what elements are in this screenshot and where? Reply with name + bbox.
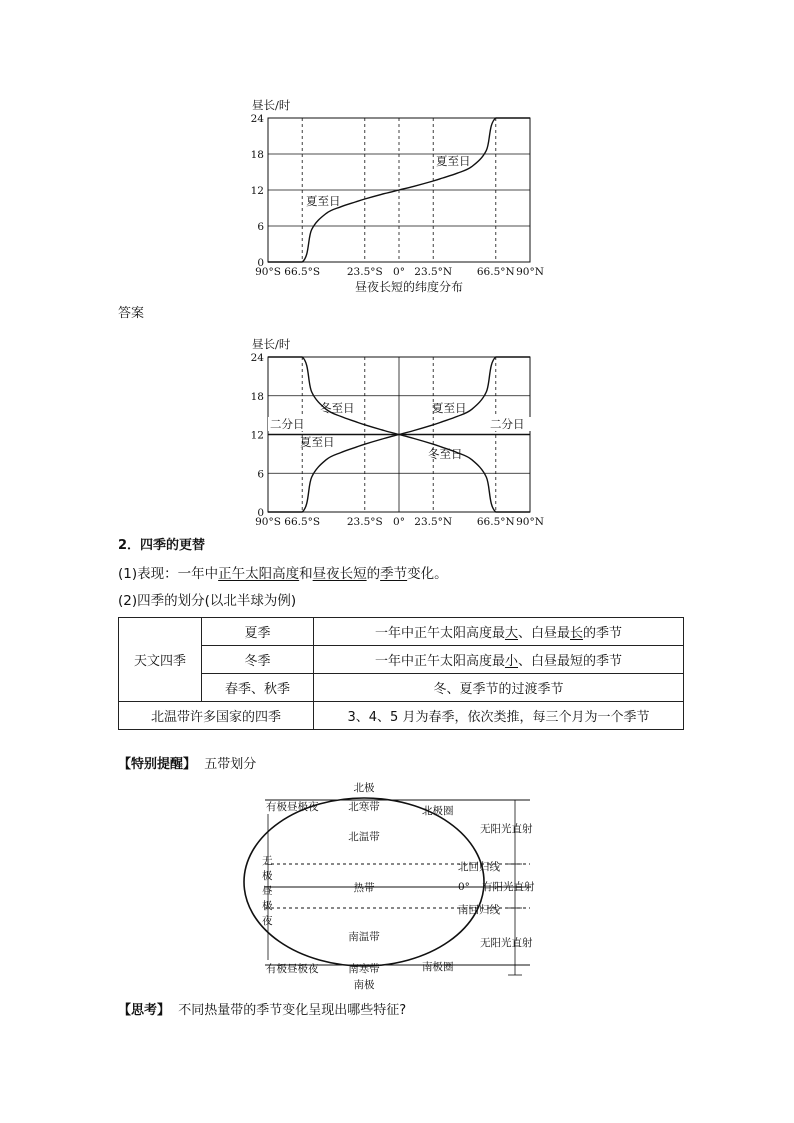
season-cell: 夏季 (202, 618, 314, 646)
desc-cell (314, 646, 684, 674)
y-tick-label: 12 (250, 429, 264, 442)
answer-label: 答案 (118, 306, 145, 321)
y-axis-label: 昼长/时 (252, 98, 291, 112)
desc-underlined: 长 (570, 626, 584, 641)
table-row (119, 702, 684, 730)
curve-label: 二分日 (490, 417, 525, 431)
seasons-table (118, 617, 684, 730)
desc-underlined: 小 (504, 654, 518, 669)
season-cell: 春季、秋季 (202, 674, 314, 702)
think-question: 不同热量带的季节变化呈现出哪些特征? (178, 1003, 407, 1018)
direct-sun-label: 有阳光直射 (482, 881, 535, 893)
expression-day-length: 昼夜长短 (312, 566, 367, 582)
x-tick-label: 66.5°N (476, 516, 515, 528)
tropical-zone-label: 热带 (353, 882, 375, 894)
desc-cell: 冬、夏季节的过渡季节 (314, 674, 684, 702)
no-polar-day-night-char: 夜 (262, 915, 273, 927)
y-tick-label: 6 (257, 468, 264, 481)
section-title: 2．四季的更替 (118, 538, 206, 553)
five-zones-diagram (240, 780, 560, 990)
chart-caption: 昼夜长短的纬度分布 (354, 280, 464, 294)
desc-text: 、白昼最短 (518, 654, 584, 669)
no-direct-sun-bottom-label: 无阳光直射 (480, 937, 533, 949)
polar-day-night-bottom-label: 有极昼极夜 (266, 963, 319, 975)
daylength-chart-2 (240, 330, 560, 530)
y-tick-label: 12 (250, 185, 264, 197)
equator-label: 0° (458, 881, 470, 893)
south-cold-zone-label: 南寒带 (348, 963, 380, 975)
seasons-expression (118, 566, 448, 582)
curve-label: 冬至日 (428, 447, 463, 461)
x-tick-label: 66.5°N (476, 266, 515, 278)
antarctic-circle-label: 南极圈 (422, 961, 454, 973)
y-axis-label: 昼长/时 (252, 337, 291, 351)
y-tick-label: 18 (250, 390, 264, 403)
table-row (119, 646, 684, 674)
desc-text: 一年中正午太阳高度最 (374, 654, 505, 669)
table-row (119, 674, 684, 702)
north-cold-zone-label: 北寒带 (348, 801, 380, 813)
group-cell: 天文四季 (119, 618, 202, 702)
expression-text: 变化。 (407, 566, 448, 582)
north-temperate-zone-label: 北温带 (348, 831, 380, 843)
desc-text: 、白昼最 (517, 626, 570, 641)
season-cell: 冬季 (202, 646, 314, 674)
x-tick-label: 23.5°N (414, 516, 453, 528)
no-polar-day-night-char: 极 (262, 870, 273, 882)
expression-text: 的 (366, 566, 381, 582)
desc-cell: 3、4、5 月为春季，依次类推，每三个月为一个季节 (314, 702, 684, 730)
curve-label: 冬至日 (320, 401, 355, 415)
desc-text: 的季节 (583, 654, 623, 669)
tropic-cancer-label: 北回归线 (458, 861, 500, 873)
arctic-circle-label: 北极圈 (422, 805, 454, 817)
polar-day-night-top-label: 有极昼极夜 (266, 801, 319, 813)
no-polar-day-night-char: 昼 (262, 885, 273, 897)
desc-underlined: 大 (504, 626, 518, 641)
no-polar-day-night-char: 极 (262, 900, 273, 912)
x-tick-label: 66.5°S (284, 266, 321, 278)
desc-text: 的季节 (583, 626, 623, 641)
y-tick-label: 0 (257, 507, 264, 519)
x-tick-label: 90°S (255, 266, 281, 278)
group-cell: 北温带许多国家的四季 (119, 702, 314, 730)
y-tick-label: 24 (250, 113, 264, 125)
curve-label: 夏至日 (432, 401, 467, 415)
x-tick-label: 90°S (255, 516, 281, 528)
expression-season: 季节 (380, 566, 408, 582)
curve-label: 夏至日 (306, 194, 341, 208)
x-tick-label: 23.5°N (414, 266, 453, 278)
x-tick-label: 23.5°S (346, 516, 383, 528)
tip-bracket: 【特别提醒】 (118, 757, 197, 772)
think-bracket: 【思考】 (118, 1003, 171, 1018)
no-direct-sun-top-label: 无阳光直射 (480, 823, 533, 835)
curve-label: 二分日 (270, 417, 305, 431)
expression-noon-sun: 正午太阳高度 (218, 566, 300, 582)
desc-text: 一年中正午太阳高度最 (374, 626, 505, 641)
desc-cell (314, 618, 684, 646)
table-row (119, 618, 684, 646)
south-temperate-zone-label: 南温带 (348, 931, 380, 943)
seasons-division-heading: (2)四季的划分(以北半球为例) (118, 593, 297, 609)
curve-label: 夏至日 (300, 435, 335, 449)
daylength-chart-1 (240, 92, 560, 302)
south-pole-label: 南极 (353, 979, 375, 990)
expression-text: (1)表现：一年中 (118, 566, 219, 582)
x-tick-label: 0° (393, 266, 405, 278)
y-tick-label: 24 (250, 352, 264, 364)
x-tick-label: 23.5°S (346, 266, 383, 278)
curve-label: 夏至日 (436, 154, 471, 168)
north-pole-label: 北极 (353, 782, 375, 794)
y-tick-label: 0 (257, 257, 264, 269)
no-polar-day-night-char: 无 (262, 855, 273, 867)
tip-title: 五带划分 (204, 757, 257, 772)
expression-text: 和 (299, 566, 313, 582)
y-tick-label: 6 (257, 221, 264, 233)
x-tick-label: 0° (393, 516, 405, 528)
y-tick-label: 18 (250, 149, 264, 161)
think-heading (118, 1003, 406, 1019)
x-tick-label: 90°N (516, 516, 544, 528)
x-tick-label: 90°N (516, 266, 544, 278)
x-tick-label: 66.5°S (284, 516, 321, 528)
special-tip-heading (118, 757, 256, 773)
tropic-capricorn-label: 南回归线 (458, 904, 500, 916)
